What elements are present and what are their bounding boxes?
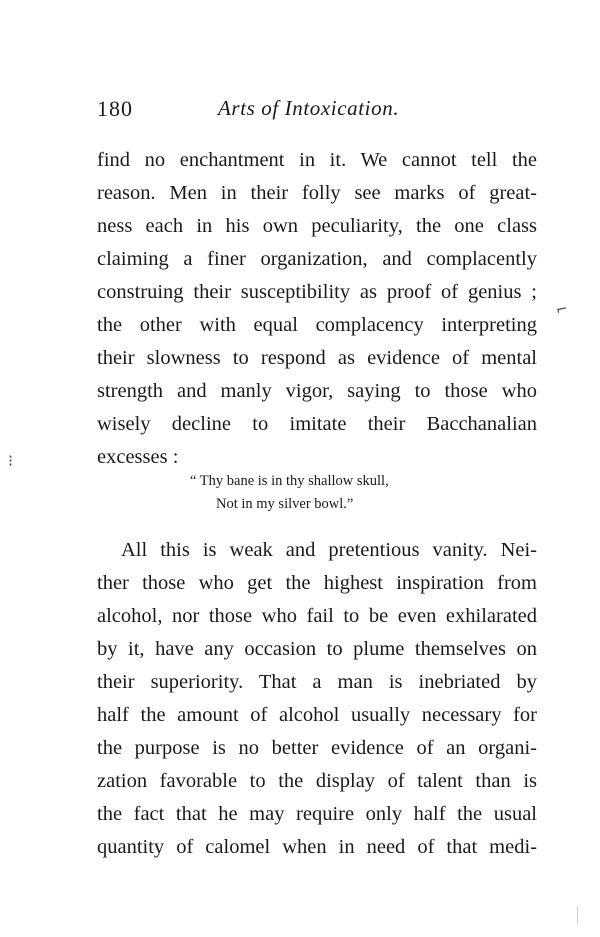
text-line: by it, have any occasion to plume themselves on (97, 638, 537, 660)
page-number: 180 (97, 96, 133, 121)
paragraph-2 (97, 534, 537, 864)
text-line: excesses : (97, 446, 179, 468)
text-line: alcohol, nor those who fail to be even exhilarated (97, 605, 537, 627)
text-line: claiming a finer organization, and complacently (97, 248, 537, 270)
text-line: the other with equal complacency interpreting (97, 314, 537, 336)
verse-quotation (190, 470, 389, 516)
text-line: ther those who get the highest inspiration from (97, 572, 537, 594)
text-line: their superiority. That a man is inebriated by (97, 671, 537, 693)
text-line: construing their susceptibility as proof of genius ; (97, 281, 537, 303)
text-line: All this is weak and pretentious vanity. Nei- (121, 539, 537, 561)
verse-line: Not in my silver bowl.” (216, 496, 354, 512)
text-line: wisely decline to imitate their Bacchanalian (97, 413, 537, 435)
text-line: strength and manly vigor, saying to those who (97, 380, 537, 402)
running-title: Arts of Intoxication. (218, 96, 400, 120)
text-line: find no enchantment in it. We cannot tell the (97, 149, 537, 171)
verse-line: “ Thy bane is in thy shallow skull, (190, 473, 389, 489)
margin-mark-icon: ⌐ (554, 300, 570, 320)
text-line: zation favorable to the display of talent than is (97, 770, 537, 792)
text-line: their slowness to respond as evidence of mental (97, 347, 537, 369)
text-line: quantity of calomel when in need of that medi- (97, 836, 537, 858)
text-line: reason. Men in their folly see marks of great- (97, 182, 537, 204)
paragraph-1 (97, 144, 537, 474)
margin-mark-icon: ⁝ (8, 451, 14, 470)
text-line: the fact that he may require only half the usual (97, 803, 537, 825)
page-edge-divider (577, 906, 578, 924)
text-line: ness each in his own peculiarity, the one class (97, 215, 537, 237)
text-line: half the amount of alcohol usually necessary for (97, 704, 537, 726)
text-line: the purpose is no better evidence of an organi- (97, 737, 537, 759)
running-head (97, 96, 537, 126)
